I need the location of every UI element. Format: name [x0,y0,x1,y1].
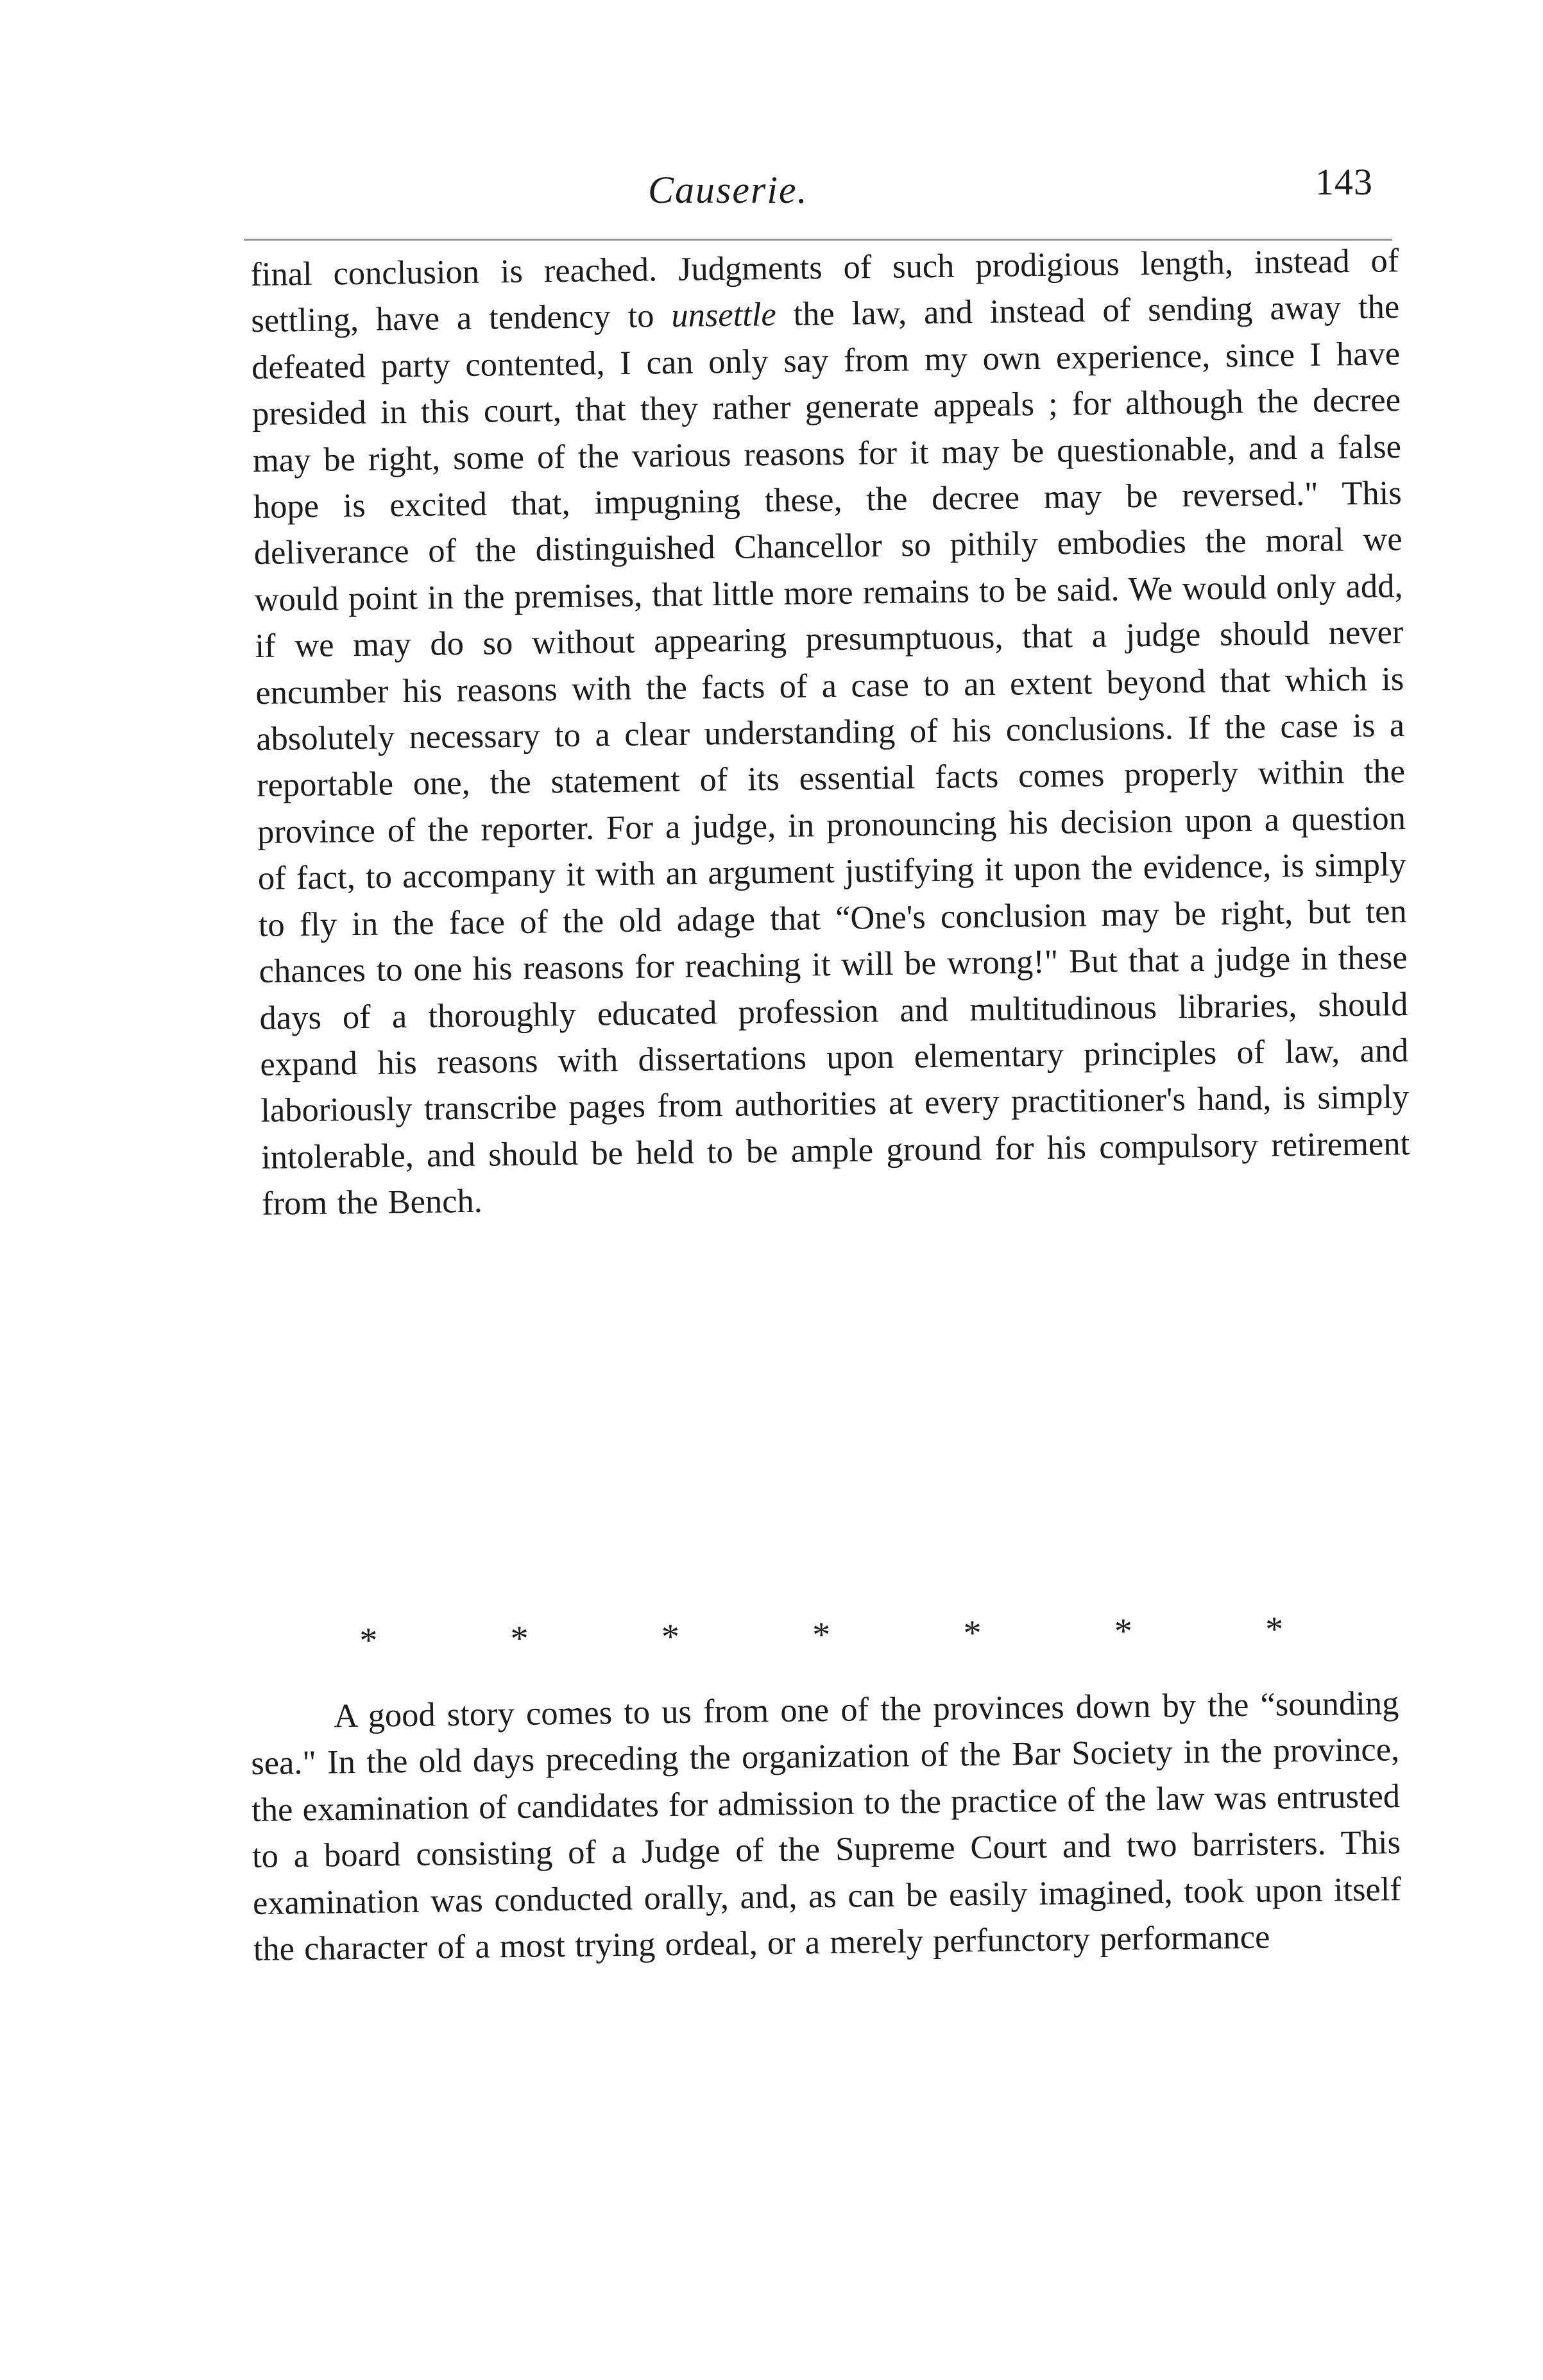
separator-star: * [359,1620,378,1661]
separator-star: * [1114,1611,1133,1652]
emphasized-word: unsettle [671,296,777,335]
separator-star: * [510,1618,529,1659]
paragraph-2: A good story comes to us from one of the provinces down by the “sounding sea." In the old days preceding the organization of the Bar Society in the province, the examination of candidates for admission to the practice of the law was entrusted to a board consisting of a Judge of the Supreme Court and two barristers. This examination was conducted orally, and, as can be easily imagined, took upon itself the character of a most trying ordeal, or a merely perfunctory performance [250,1684,1402,1968]
paragraph-1-text-start: final conclusion is reached. Judgments of such prodigious length, instead of settling, have a tendency to [250,242,1399,340]
paragraph-1-text-end: the law, and instead of sending away the defeated party contented, I can only say from my own experience, since I have presided in this court, that they rather generate appeals ; for although the decree may be right, some of the various reasons for it may be questionable, and a false hope is excited that, impugning these, the decree may be reversed." This deliverance of the distinguished Chancellor so pithily embodies the moral we would point in the premises, that little more remains to be said. We would only add, if we may do so without appearing presumptuous, that a judge should never encumber his reasons with the facts of a case to an extent beyond that which is absolutely necessary to a clear understanding of his conclusions. If the case is a reportable one, the statement of its essential facts comes properly within the province of the reporter. For a judge, in pronouncing his decision upon a question of fact, to accompany it with an argument justifying it upon the evidence, is simply to fly in the face of the old adage that “One's conclusion may be right, but ten chances to one his reasons for reaching it will be wrong!" But that a judge in these days of a thoroughly educated profession and multitudinous libraries, should expand his reasons with dissertations upon elementary principles of law, and laboriously transcribe pages from authorities at every practitioner's hand, is simply intolerable, and should be held to be ample ground for his compulsory retirement from the Bench. [251,288,1410,1223]
running-title: Causerie. [648,169,808,211]
section-separator [359,1609,1284,1661]
separator-star: * [661,1616,680,1657]
paragraph-1 [250,237,1410,1227]
separator-star: * [963,1613,982,1654]
page-number: 143 [1315,161,1373,203]
separator-star: * [1265,1609,1284,1650]
separator-star: * [812,1615,831,1656]
